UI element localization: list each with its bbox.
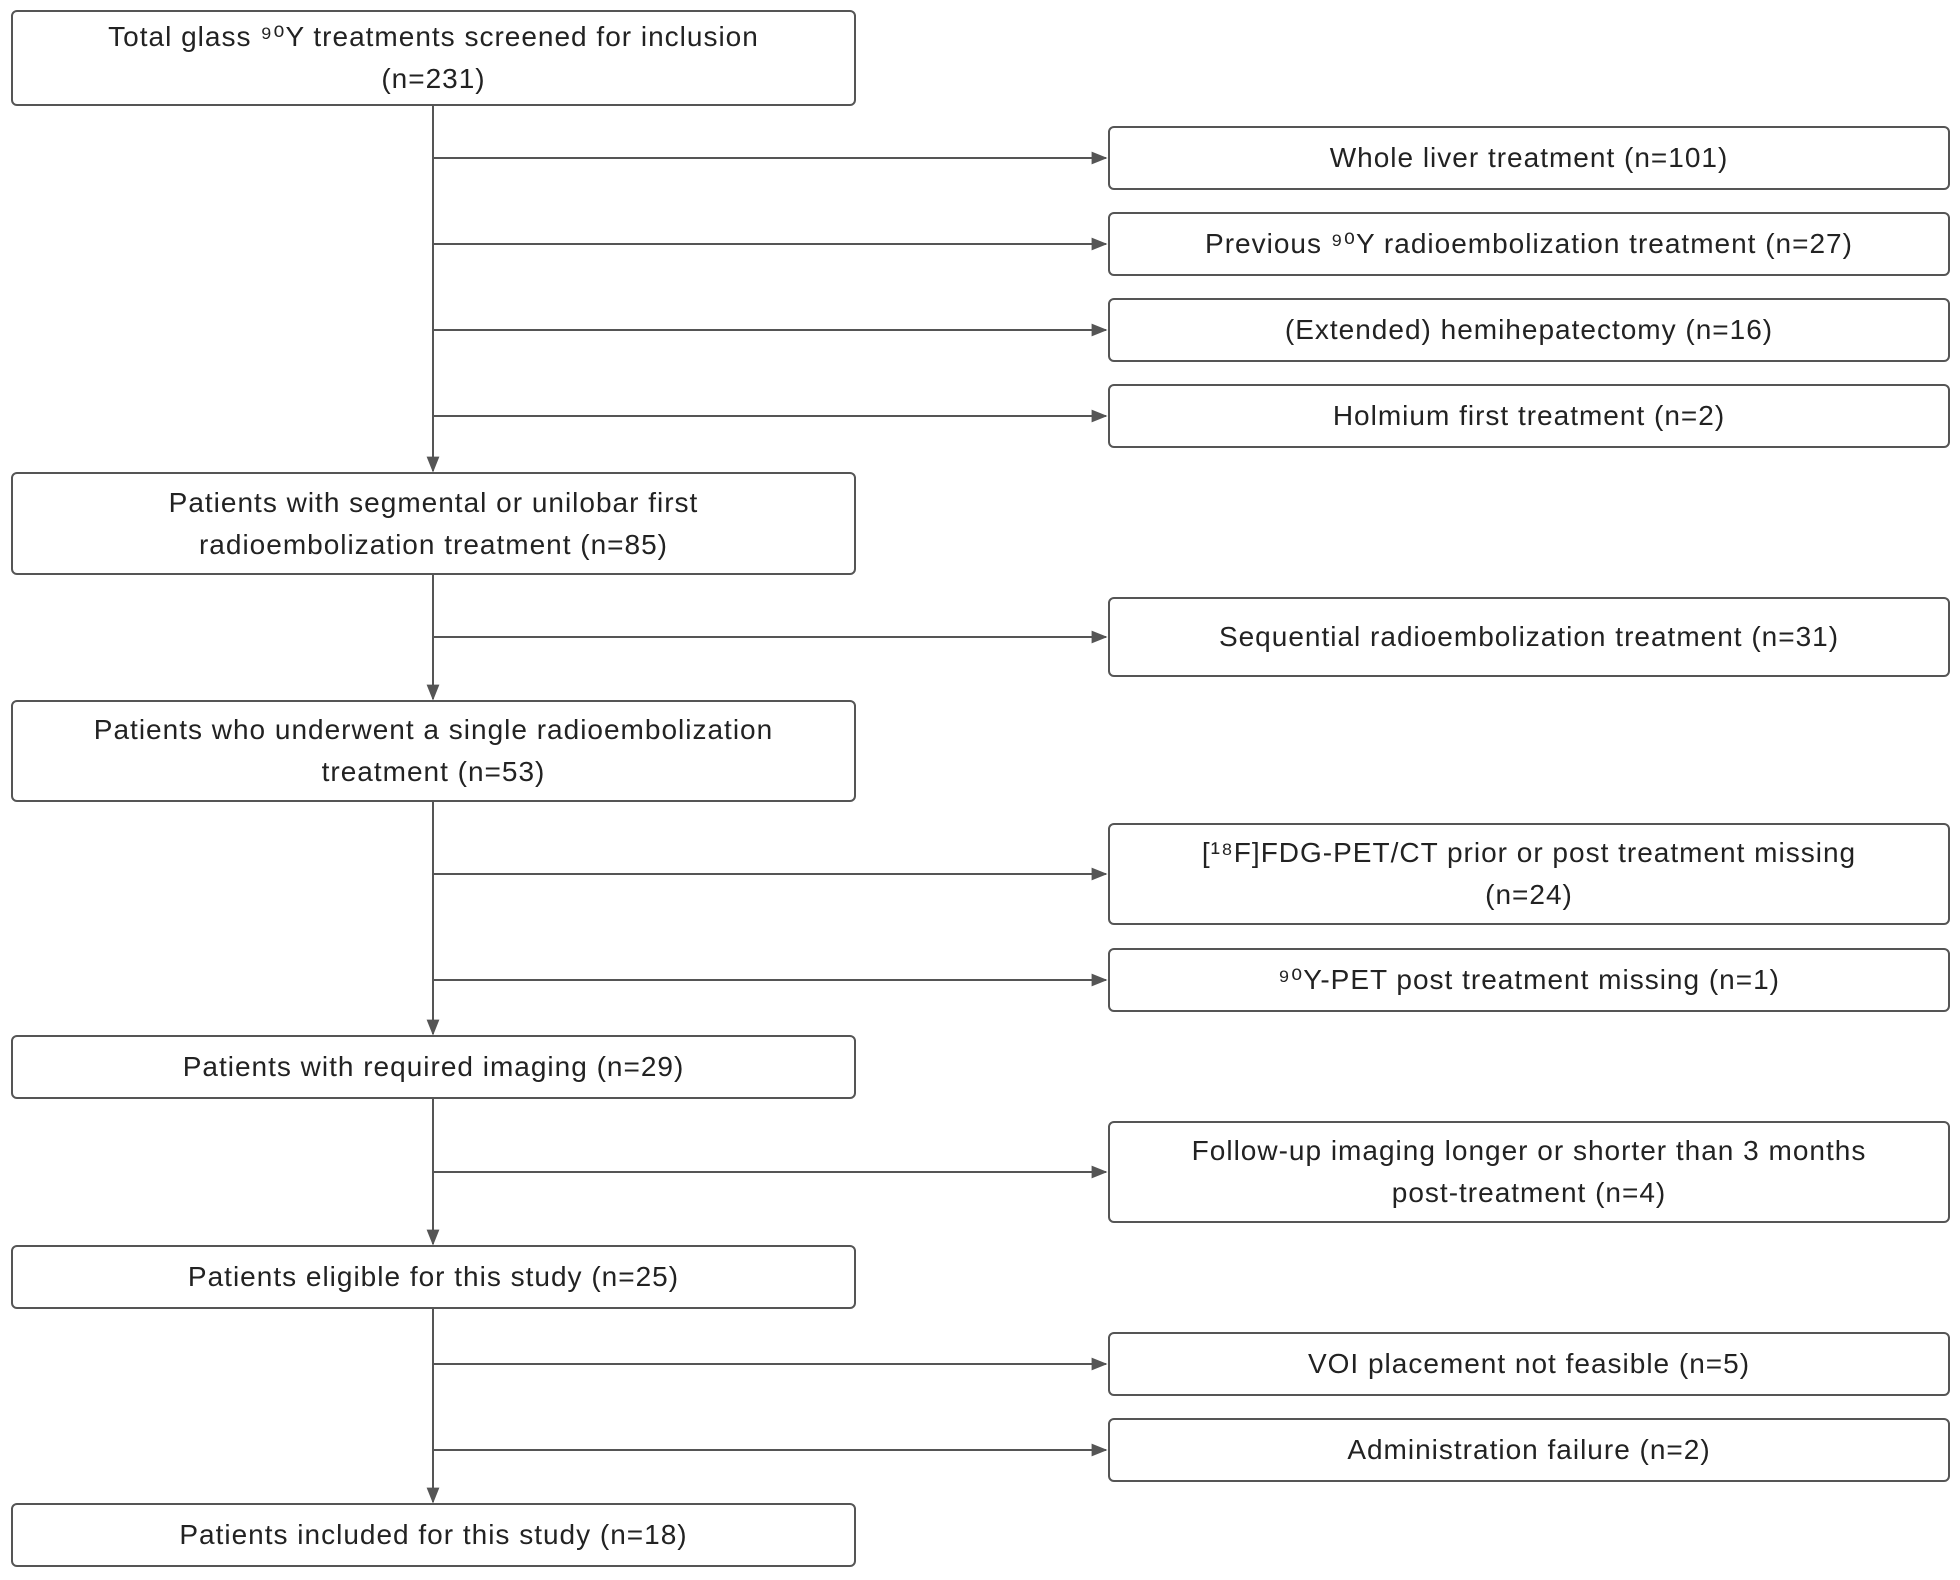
main-step-screened-line-1: Total glass ⁹⁰Y treatments screened for inclusion: [108, 21, 759, 52]
exclusion-voi-line-1: VOI placement not feasible (n=5): [1307, 1348, 1751, 1379]
main-step-segmental-line-1: Patients with segmental or unilobar first: [168, 486, 699, 518]
exclusion-holmium-line-1: Holmium first treatment (n=2): [1332, 400, 1726, 431]
main-step-segmental-line-2: radioembolization treatment (n=85): [198, 528, 668, 560]
exclusion-fdg-pet-line-1: [¹⁸F]FDG-PET/CT prior or post treatment missing: [1201, 837, 1857, 868]
main-step-required-imaging: [11, 1035, 856, 1099]
exclusion-previous-y90: [1108, 212, 1950, 276]
exclusion-y90-pet-line-1: ⁹⁰Y-PET post treatment missing (n=1): [1278, 964, 1780, 995]
main-step-single-line-1: Patients who underwent a single radioembolization: [93, 714, 774, 745]
main-step-single-line-2: treatment (n=53): [321, 756, 546, 787]
exclusion-fdg-pet-line-2: (n=24): [1485, 879, 1573, 910]
main-step-segmental-unilobar: [11, 472, 856, 575]
exclusion-whole-liver: [1108, 126, 1950, 190]
exclusion-follow-up-line-2: post-treatment (n=4): [1391, 1177, 1667, 1208]
exclusion-sequential: [1108, 597, 1950, 677]
main-step-eligible: [11, 1245, 856, 1309]
exclusion-fdg-pet-missing: [1108, 823, 1950, 925]
exclusion-follow-up-line-1: Follow-up imaging longer or shorter than 3 months: [1191, 1135, 1867, 1166]
exclusion-administration-failure: [1108, 1418, 1950, 1482]
main-step-required-imaging-line-1: Patients with required imaging (n=29): [182, 1051, 685, 1082]
exclusion-sequential-line-1: Sequential radioembolization treatment (n=31): [1218, 621, 1840, 652]
exclusion-administration-line-1: Administration failure (n=2): [1347, 1434, 1711, 1465]
exclusion-hemihepatectomy: [1108, 298, 1950, 362]
main-step-included-line-1: Patients included for this study (n=18): [179, 1519, 688, 1550]
exclusion-follow-up-timing: [1108, 1121, 1950, 1223]
main-step-screened-line-2: (n=231): [381, 63, 486, 94]
exclusion-holmium: [1108, 384, 1950, 448]
exclusion-previous-y90-line-1: Previous ⁹⁰Y radioembolization treatment (n=27): [1205, 228, 1853, 259]
exclusion-voi-placement: [1108, 1332, 1950, 1396]
main-step-included: [11, 1503, 856, 1567]
main-step-screened: [11, 10, 856, 106]
exclusion-whole-liver-line-1: Whole liver treatment (n=101): [1329, 142, 1729, 173]
main-step-eligible-line-1: Patients eligible for this study (n=25): [187, 1261, 680, 1292]
exclusion-y90-pet-missing: [1108, 948, 1950, 1012]
exclusion-hemihepatectomy-line-1: (Extended) hemihepatectomy (n=16): [1284, 314, 1774, 345]
main-step-single-treatment: [11, 700, 856, 802]
